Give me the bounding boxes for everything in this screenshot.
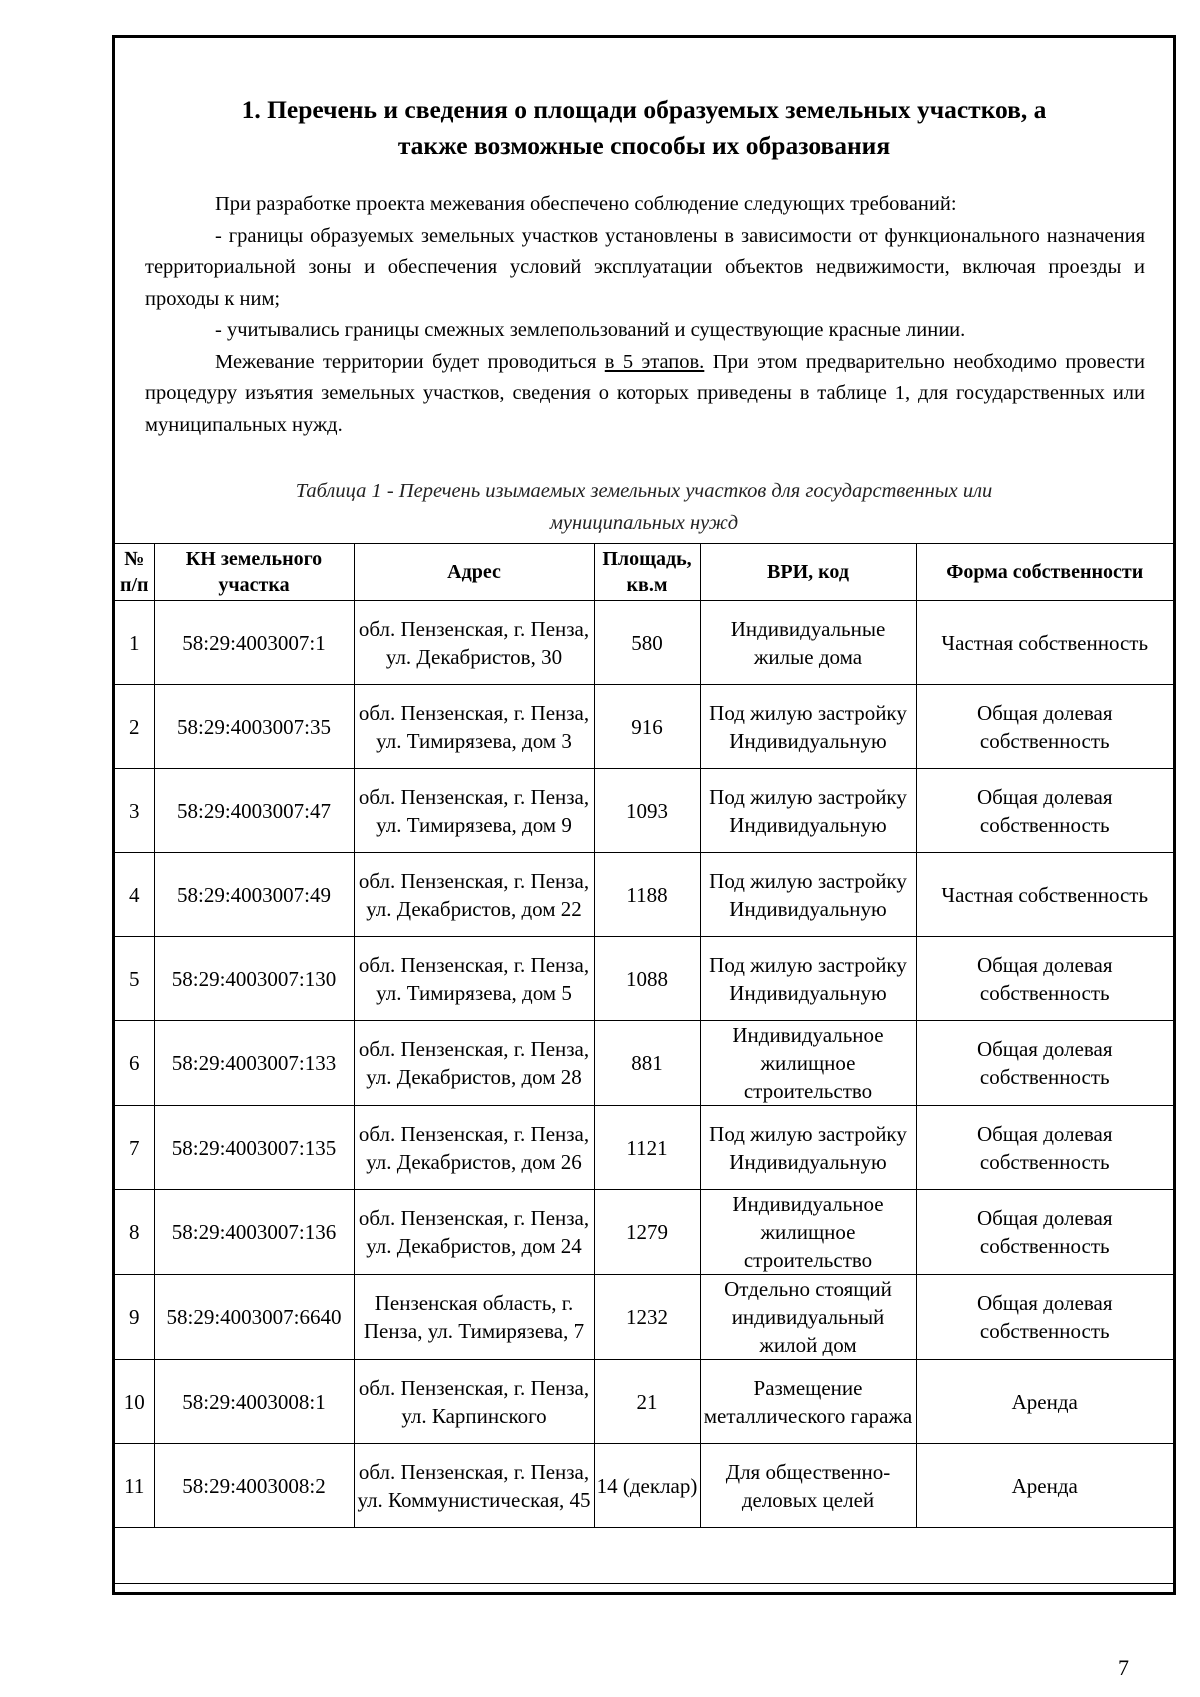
cell-address: обл. Пензенская, г. Пенза, ул. Тимирязева, дом 9 — [354, 769, 594, 853]
cell-vri: Индивидуальные жилые дома — [700, 601, 916, 685]
cell-area: 1279 — [594, 1190, 700, 1275]
cell-kn: 58:29:4003007:35 — [154, 685, 354, 769]
table-caption-line-1: Таблица 1 - Перечень изымаемых земельных участков для государственных или — [295, 480, 993, 502]
cell-address: обл. Пензенская, г. Пенза, ул. Карпинского — [354, 1360, 594, 1444]
cell-ownership: Общая долевая собственность — [916, 685, 1173, 769]
cell-vri: Под жилую застройку Индивидуальную — [700, 769, 916, 853]
cell-num: 7 — [115, 1106, 154, 1190]
cell-kn: 58:29:4003007:1 — [154, 601, 354, 685]
cell-area: 21 — [594, 1360, 700, 1444]
cell-area: 14 (деклар) — [594, 1444, 700, 1528]
cell-address: обл. Пензенская, г. Пенза, ул. Тимирязева, дом 3 — [354, 685, 594, 769]
header-num: № п/п — [115, 544, 154, 601]
table-row — [115, 601, 1173, 685]
cell-address: обл. Пензенская, г. Пенза, ул. Тимирязева, дом 5 — [354, 937, 594, 1021]
cell-area: 1088 — [594, 937, 700, 1021]
cell-num: 4 — [115, 853, 154, 937]
cell-address: Пензенская область, г. Пенза, ул. Тимирязева, 7 — [354, 1275, 594, 1360]
cell-num: 6 — [115, 1021, 154, 1106]
table-row — [115, 1444, 1173, 1528]
cell-kn: 58:29:4003007:136 — [154, 1190, 354, 1275]
cell-vri: Под жилую застройку Индивидуальную — [700, 1106, 916, 1190]
stages-count: в 5 этапов. — [604, 350, 705, 373]
section-title-line-2: также возможные способы их образования — [397, 131, 891, 160]
empty-cell — [115, 1528, 1173, 1584]
page-frame — [112, 35, 1176, 1595]
intro-paragraph-4 — [145, 347, 1145, 442]
header-ownership: Форма собственности — [916, 544, 1173, 601]
cell-ownership: Частная собственность — [916, 853, 1173, 937]
header-vri: ВРИ, код — [700, 544, 916, 601]
cell-num: 2 — [115, 685, 154, 769]
cell-ownership: Общая долевая собственность — [916, 769, 1173, 853]
cell-ownership: Частная собственность — [916, 601, 1173, 685]
header-kn: КН земельного участка — [154, 544, 354, 601]
cell-kn: 58:29:4003008:2 — [154, 1444, 354, 1528]
cell-ownership: Общая долевая собственность — [916, 937, 1173, 1021]
cell-vri: Отдельно стоящий индивидуальный жилой дом — [700, 1275, 916, 1360]
cell-area: 881 — [594, 1021, 700, 1106]
table-caption — [115, 475, 1173, 539]
cell-ownership: Общая долевая собственность — [916, 1190, 1173, 1275]
cell-area: 1093 — [594, 769, 700, 853]
table-row — [115, 1275, 1173, 1360]
table-row — [115, 1190, 1173, 1275]
cell-num: 5 — [115, 937, 154, 1021]
cell-address: обл. Пензенская, г. Пенза, ул. Декабристов, 30 — [354, 601, 594, 685]
cell-kn: 58:29:4003007:135 — [154, 1106, 354, 1190]
cell-vri: Для общественно-деловых целей — [700, 1444, 916, 1528]
table-row — [115, 937, 1173, 1021]
cell-num: 10 — [115, 1360, 154, 1444]
cell-address: обл. Пензенская, г. Пенза, ул. Декабристов, дом 28 — [354, 1021, 594, 1106]
cell-vri: Размещение металлического гаража — [700, 1360, 916, 1444]
withdrawn-plots-table — [115, 543, 1173, 1584]
cell-kn: 58:29:4003007:133 — [154, 1021, 354, 1106]
cell-vri: Под жилую застройку Индивидуальную — [700, 937, 916, 1021]
cell-kn: 58:29:4003007:47 — [154, 769, 354, 853]
table-header-row — [115, 544, 1173, 601]
table-row — [115, 853, 1173, 937]
cell-kn: 58:29:4003007:6640 — [154, 1275, 354, 1360]
table-row-empty — [115, 1528, 1173, 1584]
cell-num: 9 — [115, 1275, 154, 1360]
cell-address: обл. Пензенская, г. Пенза, ул. Декабристов, дом 22 — [354, 853, 594, 937]
cell-area: 1232 — [594, 1275, 700, 1360]
cell-area: 1188 — [594, 853, 700, 937]
cell-kn: 58:29:4003007:49 — [154, 853, 354, 937]
stages-text-before: Межевание территории будет проводиться — [215, 350, 597, 373]
table-body — [115, 601, 1173, 1584]
cell-num: 1 — [115, 601, 154, 685]
cell-ownership: Общая долевая собственность — [916, 1021, 1173, 1106]
cell-area: 916 — [594, 685, 700, 769]
cell-ownership: Общая долевая собственность — [916, 1275, 1173, 1360]
cell-address: обл. Пензенская, г. Пенза, ул. Декабристов, дом 26 — [354, 1106, 594, 1190]
cell-ownership: Аренда — [916, 1444, 1173, 1528]
cell-area: 1121 — [594, 1106, 700, 1190]
cell-num: 3 — [115, 769, 154, 853]
intro-paragraph-2: - границы образуемых земельных участков установлены в зависимости от функционального назначения территориальной зоны и обеспечения условий эксплуатации объектов недвижимости, включая проезды и проходы к ним; — [145, 224, 1145, 310]
table-row — [115, 1360, 1173, 1444]
stages-text-after: При этом предварительно необходимо провести процедуру изъятия земельных участков, сведения о которых приведены в таблице 1, для государственных или муниципальных нужд. — [145, 350, 1145, 436]
cell-vri: Под жилую застройку Индивидуальную — [700, 685, 916, 769]
cell-area: 580 — [594, 601, 700, 685]
intro-text — [145, 189, 1145, 441]
section-title-line-1: 1. Перечень и сведения о площади образуемых земельных участков, а — [241, 95, 1047, 124]
cell-num: 8 — [115, 1190, 154, 1275]
table-row — [115, 1106, 1173, 1190]
cell-vri: Индивидуальное жилищное строительство — [700, 1190, 916, 1275]
cell-ownership: Общая долевая собственность — [916, 1106, 1173, 1190]
table-row — [115, 685, 1173, 769]
cell-num: 11 — [115, 1444, 154, 1528]
intro-paragraph-3: - учитывались границы смежных землепользований и существующие красные линии. — [215, 319, 966, 341]
table-row — [115, 769, 1173, 853]
header-address: Адрес — [354, 544, 594, 601]
cell-address: обл. Пензенская, г. Пенза, ул. Декабристов, дом 24 — [354, 1190, 594, 1275]
page-number: 7 — [1118, 1655, 1129, 1680]
section-heading — [115, 92, 1173, 164]
table-row — [115, 1021, 1173, 1106]
cell-vri: Индивидуальное жилищное строительство — [700, 1021, 916, 1106]
cell-vri: Под жилую застройку Индивидуальную — [700, 853, 916, 937]
table-caption-line-2: муниципальных нужд — [549, 512, 739, 534]
cell-kn: 58:29:4003007:130 — [154, 937, 354, 1021]
cell-kn: 58:29:4003008:1 — [154, 1360, 354, 1444]
intro-paragraph-1: При разработке проекта межевания обеспечено соблюдение следующих требований: — [215, 193, 957, 215]
cell-address: обл. Пензенская, г. Пенза, ул. Коммунистическая, 45 — [354, 1444, 594, 1528]
cell-ownership: Аренда — [916, 1360, 1173, 1444]
header-area: Площадь, кв.м — [594, 544, 700, 601]
